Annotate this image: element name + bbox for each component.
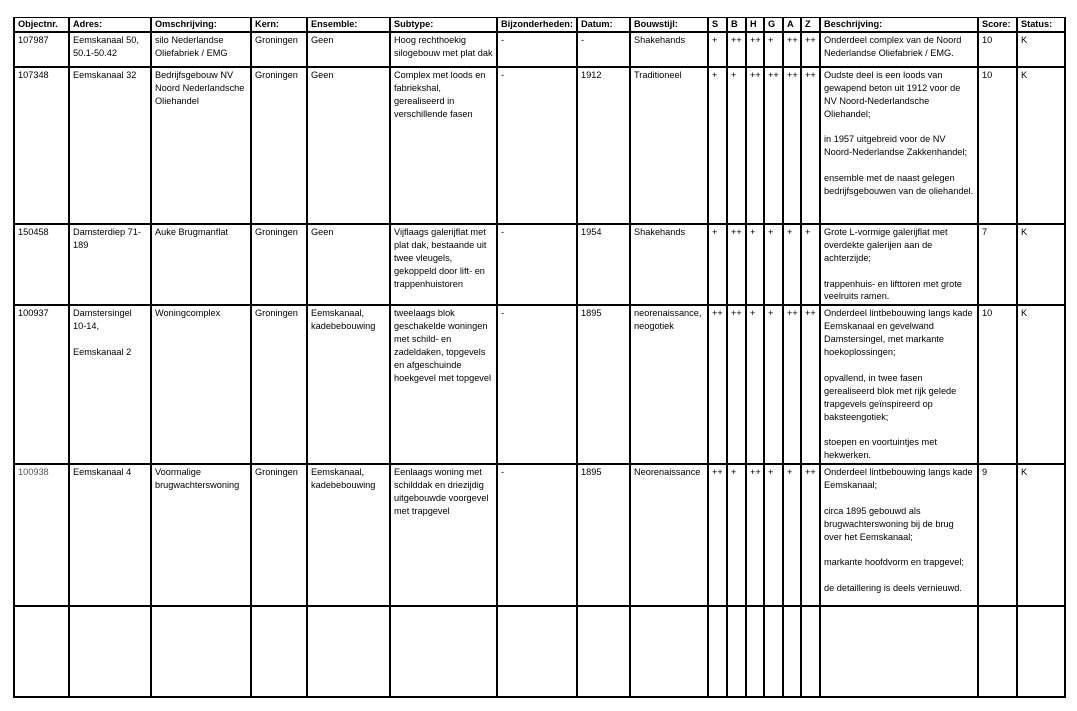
cell-bouwstijl: Neorenaissance xyxy=(630,464,708,606)
cell-beschrijving xyxy=(820,305,978,464)
cell-score: 10 xyxy=(978,305,1017,464)
cell-h: + xyxy=(746,224,764,305)
cell-status: K xyxy=(1017,224,1065,305)
adres-line: 50.1-50.42 xyxy=(73,47,117,58)
cell-objectnr: 107987 xyxy=(14,32,69,67)
header-objectnr: Objectnr. xyxy=(14,18,69,32)
header-adres: Adres: xyxy=(69,18,151,32)
empty-cell xyxy=(307,606,390,697)
cell-kern: Groningen xyxy=(251,32,307,67)
beschrijving-line: opvallend, in twee fasen gerealiseerd blok met rijk gelede trapgevels geïnspireerd op baksteengotiek; xyxy=(824,372,957,422)
cell-a: + xyxy=(783,224,801,305)
cell-status: K xyxy=(1017,67,1065,224)
cell-status: K xyxy=(1017,464,1065,606)
beschrijving-line: circa 1895 gebouwd als brugwachterswoning bij de brug over het Eemskanaal; xyxy=(824,505,954,542)
cell-g: + xyxy=(764,32,783,67)
cell-omschrijving: silo Nederlandse Oliefabriek / EMG xyxy=(151,32,251,67)
table-row xyxy=(14,464,1065,606)
cell-score: 10 xyxy=(978,67,1017,224)
beschrijving-line: ensemble met de naast gelegen bedrijfsgebouwen van de oliehandel. xyxy=(824,173,974,197)
empty-cell xyxy=(727,606,746,697)
header-row xyxy=(14,18,1065,32)
table-row xyxy=(14,224,1065,305)
cell-objectnr: 150458 xyxy=(14,224,69,305)
adres-line: Damstersingel 10-14, xyxy=(73,308,132,332)
cell-s: + xyxy=(708,32,727,67)
header-datum: Datum: xyxy=(577,18,630,32)
cell-datum: 1895 xyxy=(577,464,630,606)
empty-cell xyxy=(1017,606,1065,697)
cell-h: + xyxy=(746,305,764,464)
cell-adres xyxy=(69,32,151,67)
header-status: Status: xyxy=(1017,18,1065,32)
table-row xyxy=(14,32,1065,67)
empty-cell xyxy=(978,606,1017,697)
cell-z: + xyxy=(801,224,820,305)
cell-a: ++ xyxy=(783,67,801,224)
cell-b: + xyxy=(727,464,746,606)
beschrijving-line: Onderdeel lintbebouwing langs kade Eemskanaal en gevelwand Damstersingel, met markante hoekoplossingen; xyxy=(824,308,973,358)
beschrijving-line: stoepen en voortuintjes met hekwerken. xyxy=(824,437,937,461)
cell-subtype: Vijflaags galerijflat met plat dak, bestaande uit twee vleugels, gekoppeld door lift- en trappenhuistoren xyxy=(390,224,497,305)
cell-s: + xyxy=(708,67,727,224)
adres-line: Eemskanaal 2 xyxy=(73,347,132,358)
cell-bijzonderheden: - xyxy=(497,464,577,606)
cell-z: ++ xyxy=(801,67,820,224)
cell-omschrijving: Bedrijfsgebouw NV Noord Nederlandsche Oliehandel xyxy=(151,67,251,224)
adres-line: Eemskanaal 32 xyxy=(73,69,137,80)
cell-h: ++ xyxy=(746,32,764,67)
cell-h: ++ xyxy=(746,67,764,224)
cell-ensemble: Eemskanaal, kadebebouwing xyxy=(307,305,390,464)
header-bijzonderheden: Bijzonderheden: xyxy=(497,18,577,32)
cell-status: K xyxy=(1017,32,1065,67)
cell-bouwstijl: Shakehands xyxy=(630,32,708,67)
header-g: G xyxy=(764,18,783,32)
adres-line: Eemskanaal 4 xyxy=(73,467,132,478)
header-kern: Kern: xyxy=(251,18,307,32)
cell-s: ++ xyxy=(708,464,727,606)
header-score: Score: xyxy=(978,18,1017,32)
cell-adres xyxy=(69,67,151,224)
cell-bijzonderheden: - xyxy=(497,67,577,224)
beschrijving-line: Onderdeel lintbebouwing langs kade Eemskanaal; xyxy=(824,467,973,491)
header-b: B xyxy=(727,18,746,32)
cell-beschrijving xyxy=(820,464,978,606)
cell-beschrijving xyxy=(820,67,978,224)
cell-kern: Groningen xyxy=(251,67,307,224)
cell-beschrijving xyxy=(820,32,978,67)
header-omschrijving: Omschrijving: xyxy=(151,18,251,32)
empty-cell xyxy=(577,606,630,697)
beschrijving-line: Grote L-vormige galerijflat met overdekte galerijen aan de achterzijde; xyxy=(824,226,948,263)
cell-ensemble: Geen xyxy=(307,32,390,67)
empty-cell xyxy=(801,606,820,697)
cell-b: ++ xyxy=(727,32,746,67)
empty-cell xyxy=(783,606,801,697)
table-body xyxy=(14,32,1065,697)
cell-bouwstijl: neorenaissance, neogotiek xyxy=(630,305,708,464)
empty-cell xyxy=(820,606,978,697)
cell-objectnr: 107348 xyxy=(14,67,69,224)
header-ensemble: Ensemble: xyxy=(307,18,390,32)
cell-subtype: Complex met loods en fabriekshal, gerealiseerd in verschillende fasen xyxy=(390,67,497,224)
beschrijving-line: Oudste deel is een loods van gewapend beton uit 1912 voor de NV Noord-Nederlandsche Oliehandel; xyxy=(824,69,961,119)
empty-cell xyxy=(251,606,307,697)
adres-line: Damsterdiep 71-189 xyxy=(73,226,141,250)
empty-cell xyxy=(151,606,251,697)
cell-a: + xyxy=(783,464,801,606)
beschrijving-line: trappenhuis- en lifttoren met grote veelruits ramen. xyxy=(824,278,962,302)
empty-cell xyxy=(390,606,497,697)
adres-line: Eemskanaal 50, xyxy=(73,34,139,45)
cell-b: ++ xyxy=(727,224,746,305)
empty-cell xyxy=(708,606,727,697)
cell-score: 7 xyxy=(978,224,1017,305)
empty-cell xyxy=(746,606,764,697)
empty-row xyxy=(14,606,1065,697)
cell-score: 10 xyxy=(978,32,1017,67)
beschrijving-line: Onderdeel complex van de Noord Nederlandse Oliefabriek / EMG. xyxy=(824,34,962,58)
empty-cell xyxy=(14,606,69,697)
header-subtype: Subtype: xyxy=(390,18,497,32)
cell-bijzonderheden: - xyxy=(497,224,577,305)
cell-h: ++ xyxy=(746,464,764,606)
cell-objectnr: 100937 xyxy=(14,305,69,464)
beschrijving-line: markante hoofdvorm en trapgevel; xyxy=(824,557,964,568)
cell-bouwstijl: Shakehands xyxy=(630,224,708,305)
cell-subtype: Hoog rechthoekig silogebouw met plat dak xyxy=(390,32,497,67)
cell-z: ++ xyxy=(801,464,820,606)
cell-beschrijving xyxy=(820,224,978,305)
cell-datum: 1895 xyxy=(577,305,630,464)
cell-g: + xyxy=(764,224,783,305)
empty-cell xyxy=(764,606,783,697)
cell-adres xyxy=(69,224,151,305)
header-a: A xyxy=(783,18,801,32)
header-h: H xyxy=(746,18,764,32)
cell-bijzonderheden: - xyxy=(497,305,577,464)
cell-b: + xyxy=(727,67,746,224)
cell-omschrijving: Voormalige brugwachterswoning xyxy=(151,464,251,606)
cell-ensemble: Eemskanaal, kadebebouwing xyxy=(307,464,390,606)
cell-a: ++ xyxy=(783,305,801,464)
cell-kern: Groningen xyxy=(251,224,307,305)
header-s: S xyxy=(708,18,727,32)
cell-g: + xyxy=(764,305,783,464)
adres-line xyxy=(73,333,147,346)
empty-cell xyxy=(497,606,577,697)
header-z: Z xyxy=(801,18,820,32)
cell-omschrijving: Auke Brugmanflat xyxy=(151,224,251,305)
cell-objectnr: 100938 xyxy=(14,464,69,606)
table-row xyxy=(14,305,1065,464)
table-row xyxy=(14,67,1065,224)
cell-kern: Groningen xyxy=(251,305,307,464)
cell-z: ++ xyxy=(801,305,820,464)
beschrijving-line: in 1957 uitgebreid voor de NV Noord-Nederlandse Zakkenhandel; xyxy=(824,134,968,158)
cell-g: ++ xyxy=(764,67,783,224)
cell-ensemble: Geen xyxy=(307,67,390,224)
header-bouwstijl: Bouwstijl: xyxy=(630,18,708,32)
cell-bijzonderheden: - xyxy=(497,32,577,67)
monument-table xyxy=(13,17,1066,698)
cell-s: ++ xyxy=(708,305,727,464)
beschrijving-line: de detaillering is deels vernieuwd. xyxy=(824,583,962,594)
cell-z: ++ xyxy=(801,32,820,67)
cell-score: 9 xyxy=(978,464,1017,606)
cell-subtype: Eenlaags woning met schilddak en driezijdig uitgebouwde voorgevel met trapgevel xyxy=(390,464,497,606)
cell-g: + xyxy=(764,464,783,606)
cell-adres xyxy=(69,305,151,464)
empty-cell xyxy=(630,606,708,697)
cell-omschrijving: Woningcomplex xyxy=(151,305,251,464)
cell-a: ++ xyxy=(783,32,801,67)
cell-adres xyxy=(69,464,151,606)
cell-s: + xyxy=(708,224,727,305)
cell-datum: 1954 xyxy=(577,224,630,305)
cell-subtype: tweelaags blok geschakelde woningen met schild- en zadeldaken, topgevels en afgeschuinde hoekgevel met topgevel xyxy=(390,305,497,464)
cell-datum: 1912 xyxy=(577,67,630,224)
cell-ensemble: Geen xyxy=(307,224,390,305)
cell-status: K xyxy=(1017,305,1065,464)
cell-bouwstijl: Traditioneel xyxy=(630,67,708,224)
cell-datum: - xyxy=(577,32,630,67)
header-beschrijving: Beschrijving: xyxy=(820,18,978,32)
cell-kern: Groningen xyxy=(251,464,307,606)
empty-cell xyxy=(69,606,151,697)
cell-b: ++ xyxy=(727,305,746,464)
